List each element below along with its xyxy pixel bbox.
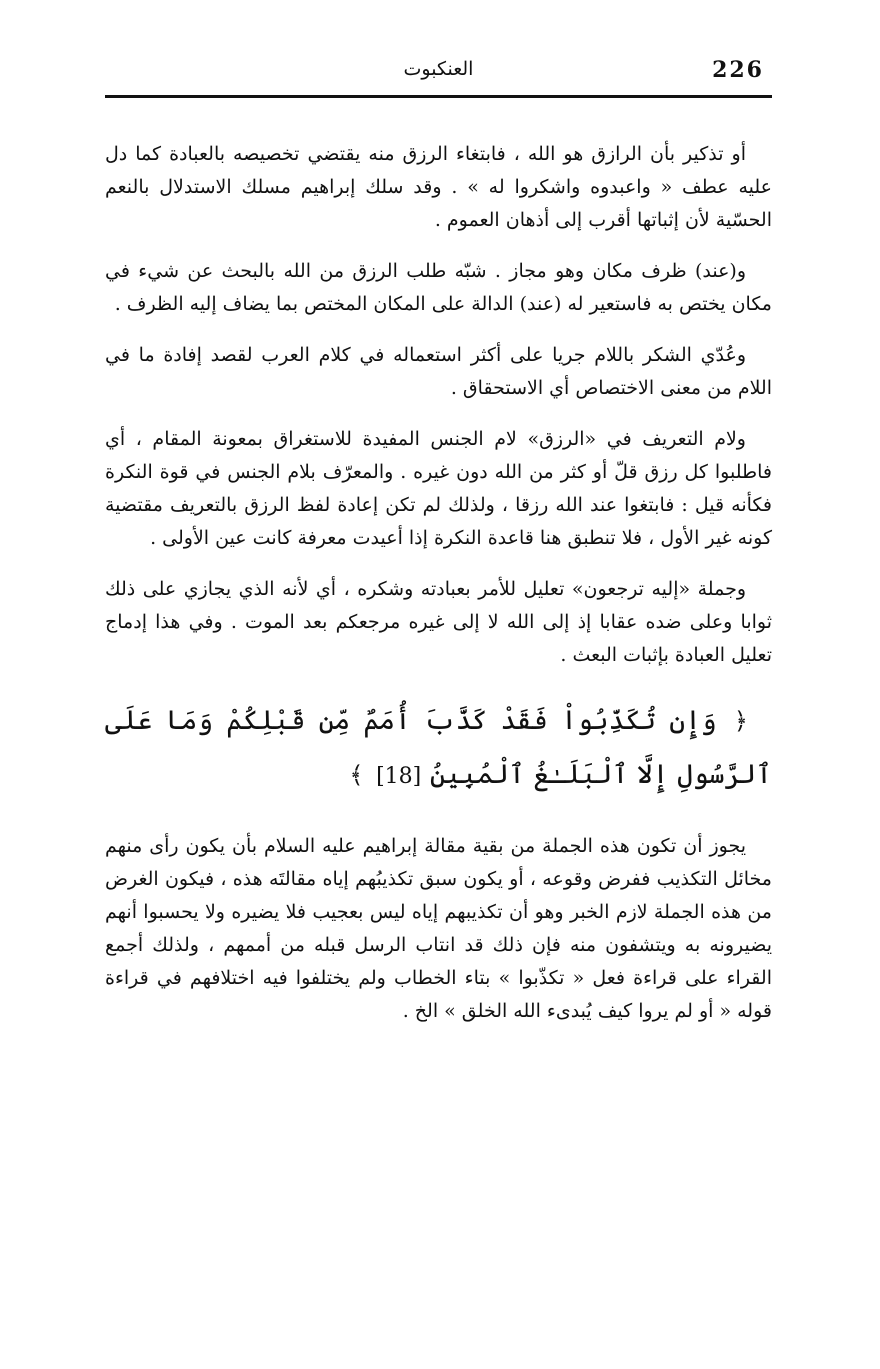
verse-close-bracket: ﴾: [349, 761, 364, 789]
paragraph-1: أو تذكير بأن الرازق هو الله ، فابتغاء الرزق منه يقتضي تخصيصه بالعبادة كما دل عليه عطف « واعبدوه واشكروا له » . وقد سلك إبراهيم مسلك الاستدلال بالنعم الحسّية لأن إثباتها أقرب إلى أذهان العموم .: [105, 143, 772, 231]
page-number: 226: [712, 57, 764, 83]
paragraph-3: وعُدّي الشكر باللام جريا على أكثر استعماله في كلام العرب لقصد إفادة ما في اللام من معنى الاختصاص أي الاستحقاق .: [105, 344, 772, 399]
page-body: [105, 138, 772, 1046]
paragraph-2: و(عند) ظرف مكان وهو مجاز . شبّه طلب الرزق من الله بالبحث عن شيء في مكان يختص به فاستعير له (عند) الدالة على المكان المختص بما يضاف إليه الظرف .: [105, 260, 772, 315]
verse-open-bracket: ﴿: [733, 707, 748, 735]
paragraph-5: وجملة «إليه ترجعون» تعليل للأمر بعبادته وشكره ، أي لأنه الذي يجازي على ذلك ثوابا وعلى ضده عقابا إذ إلى الله لا إلى غيره مرجعكم بعد الموت . وفي هذا إدماج تعليل العبادة بإثبات البعث .: [105, 578, 772, 666]
running-title: العنكبوت: [403, 58, 474, 80]
verse-number: [18]: [376, 764, 422, 789]
quran-verse: [105, 694, 772, 804]
paragraph-4: ولام التعريف في «الرزق» لام الجنس المفيدة للاستغراق بمعونة المقام ، أي فاطلبوا كل رزق قلّ أو كثر من الله دون غيره . والمعرّف بلام الجنس في قوة النكرة فكأنه قيل : فابتغوا عند الله رزقا ، ولذلك لم تكن إعادة لفظ الرزق بالتعريف مقتضية كونه غير الأول ، فلا تنطبق هنا قاعدة النكرة إذا أعيدت معرفة كانت عين الأولى .: [105, 428, 772, 549]
header-divider: [105, 95, 772, 98]
page-header: [105, 55, 772, 95]
verse-text: وَإِن تُكَذِّبُواْ فَقَدْ كَذَّبَ أُمَمٌ مِّن قَبْلِكُمْ وَمَا عَلَى ٱلرَّسُولِ إِلَّا ٱلْبَلَـٰغُ ٱلْمُبِينُ: [105, 705, 772, 790]
commentary-paragraph: يجوز أن تكون هذه الجملة من بقية مقالة إبراهيم عليه السلام بأن يكون رأى منهم مخائل التكذيب ففرض وقوعه ، أو يكون سبق تكذيبُهم إياه مقالتَه هذه ، فيكون الغرض من هذه الجملة لازم الخبر وهو أن تكذيبهم إياه ليس بعجيب فلا يضيره ولا يحسبوا أنهم يضيرونه به ويتشفون منه فإن ذلك قد انتاب الرسل قبله من أممهم ، ولذلك أجمع القراء على قراءة فعل « تكذّبوا » بتاء الخطاب ولم يختلفوا فيه اختلافهم في قراءة قوله « أو لم يروا كيف يُبدىء الله الخلق » الخ .: [105, 835, 772, 1022]
